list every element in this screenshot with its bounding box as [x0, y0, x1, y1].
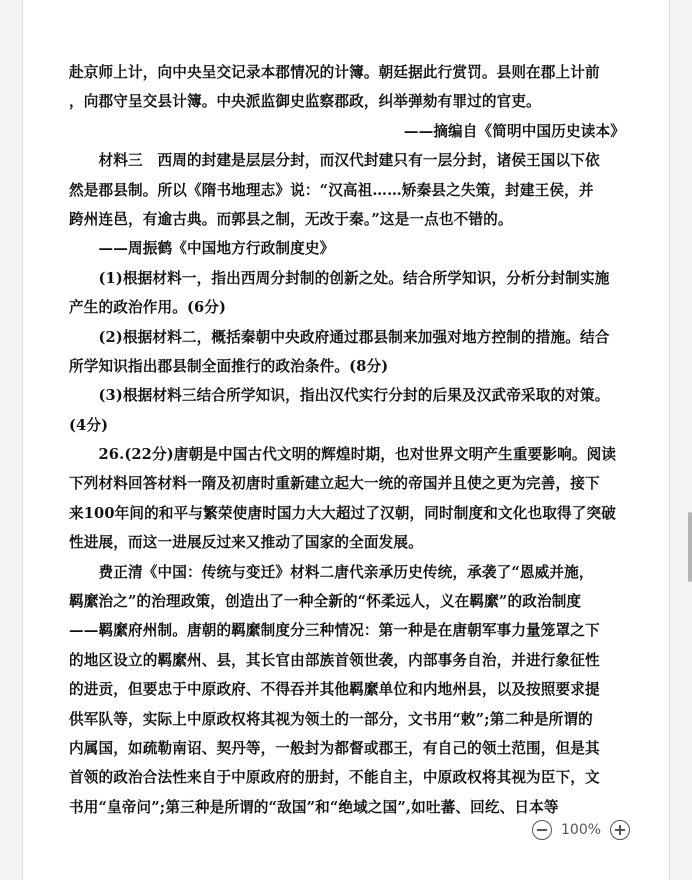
text-line: 下列材料回答材料一隋及初唐时重新建立起大一统的帝国并且使之更为完善，接下: [69, 475, 600, 493]
text-line: 跨州连邑，有逾古典。而郭县之制，无改于秦。”这是一点也不错的。: [69, 210, 513, 228]
text-line: 赴京师上计，向中央呈交记录本郡情况的计簿。朝廷据此行赏罚。县则在郡上计前: [69, 64, 600, 81]
text-line: 羁縻治之”的治理政策，创造出了一种全新的“怀柔远人，义在羁縻”的政治制度: [69, 593, 582, 611]
text-line: 的进贡，但要忠于中原政府、不得吞并其他羁縻单位和内地州县，以及按照要求提: [69, 681, 600, 699]
text-line: ——羁縻府州制。唐朝的羁縻制度分三种情况：第一种是在唐朝军事力量笼罩之下: [69, 622, 600, 640]
text-line: 所学知识指出郡县制全面推行的政治条件。(8分): [69, 357, 389, 375]
text-line: 来100年间的和平与繁荣使唐时国力大大超过了汉朝，同时制度和文化也取得了突破: [69, 504, 616, 522]
text-line: (1)根据材料一，指出西周分封制的创新之处。结合所学知识，分析分封制实施: [69, 269, 610, 287]
text-line: 内属国，如疏勒南诏、契丹等，一般封为都督或郡王，有自己的领土范围，但是其: [69, 739, 600, 757]
text-line: 然是郡县制。所以《隋书地理志》说：“汉高祖……矫秦县之失策，封建王侯，并: [69, 181, 594, 199]
text-line: 26.(22分)唐朝是中国古代文明的辉煌时期，也对世界文明产生重要影响。阅读: [69, 446, 617, 464]
text-line: 材料三 西周的封建是层层分封，而汉代封建只有一层分封，诸侯王国以下依: [69, 152, 600, 170]
zoom-in-icon[interactable]: [610, 820, 630, 840]
text-line: 供军队等，实际上中原政权将其视为领土的一部分，文书用“敕”;第二种是所谓的: [69, 710, 593, 728]
zoom-level: 100%: [561, 822, 602, 838]
text-line: (3)根据材料三结合所学知识，指出汉代实行分封的后果及汉武帝采取的对策。: [69, 387, 610, 405]
text-line: 产生的政治作用。(6分): [69, 299, 227, 317]
document-text: [69, 58, 625, 822]
text-line: (2)根据材料二，概括秦朝中央政府通过郡县制来加强对地方控制的措施。结合: [69, 328, 610, 346]
text-line: (4分): [69, 416, 109, 434]
text-line: 首领的政治合法性来自于中原政府的册封，不能自主，中原政权将其视为臣下，文: [69, 769, 600, 787]
zoom-control: [532, 818, 630, 842]
text-line: 性进展，而这一进展反过来又推动了国家的全面发展。: [69, 534, 423, 552]
text-line: 书用“皇帝问”;第三种是所谓的“敌国”和“绝域之国”,如吐蕃、回纥、日本等: [69, 798, 559, 816]
scrollbar-thumb[interactable]: [688, 512, 692, 582]
text-line: ——周振鹤《中国地方行政制度史》: [69, 240, 335, 258]
text-line: ——摘编自《简明中国历史读本》: [403, 122, 625, 140]
text-line: 费正清《中国：传统与变迁》材料二唐代亲承历史传统，承袭了“恩威并施，: [69, 563, 594, 581]
document-page: [22, 0, 670, 880]
zoom-out-icon[interactable]: [532, 820, 552, 840]
text-line: ，向郡守呈交县计簿。中央派监御史监察郡政，纠举弹劾有罪过的官吏。: [69, 93, 541, 111]
text-line: 的地区设立的羁縻州、县，其长官由部族首领世袭，内部事务自治，并进行象征性: [69, 651, 600, 669]
